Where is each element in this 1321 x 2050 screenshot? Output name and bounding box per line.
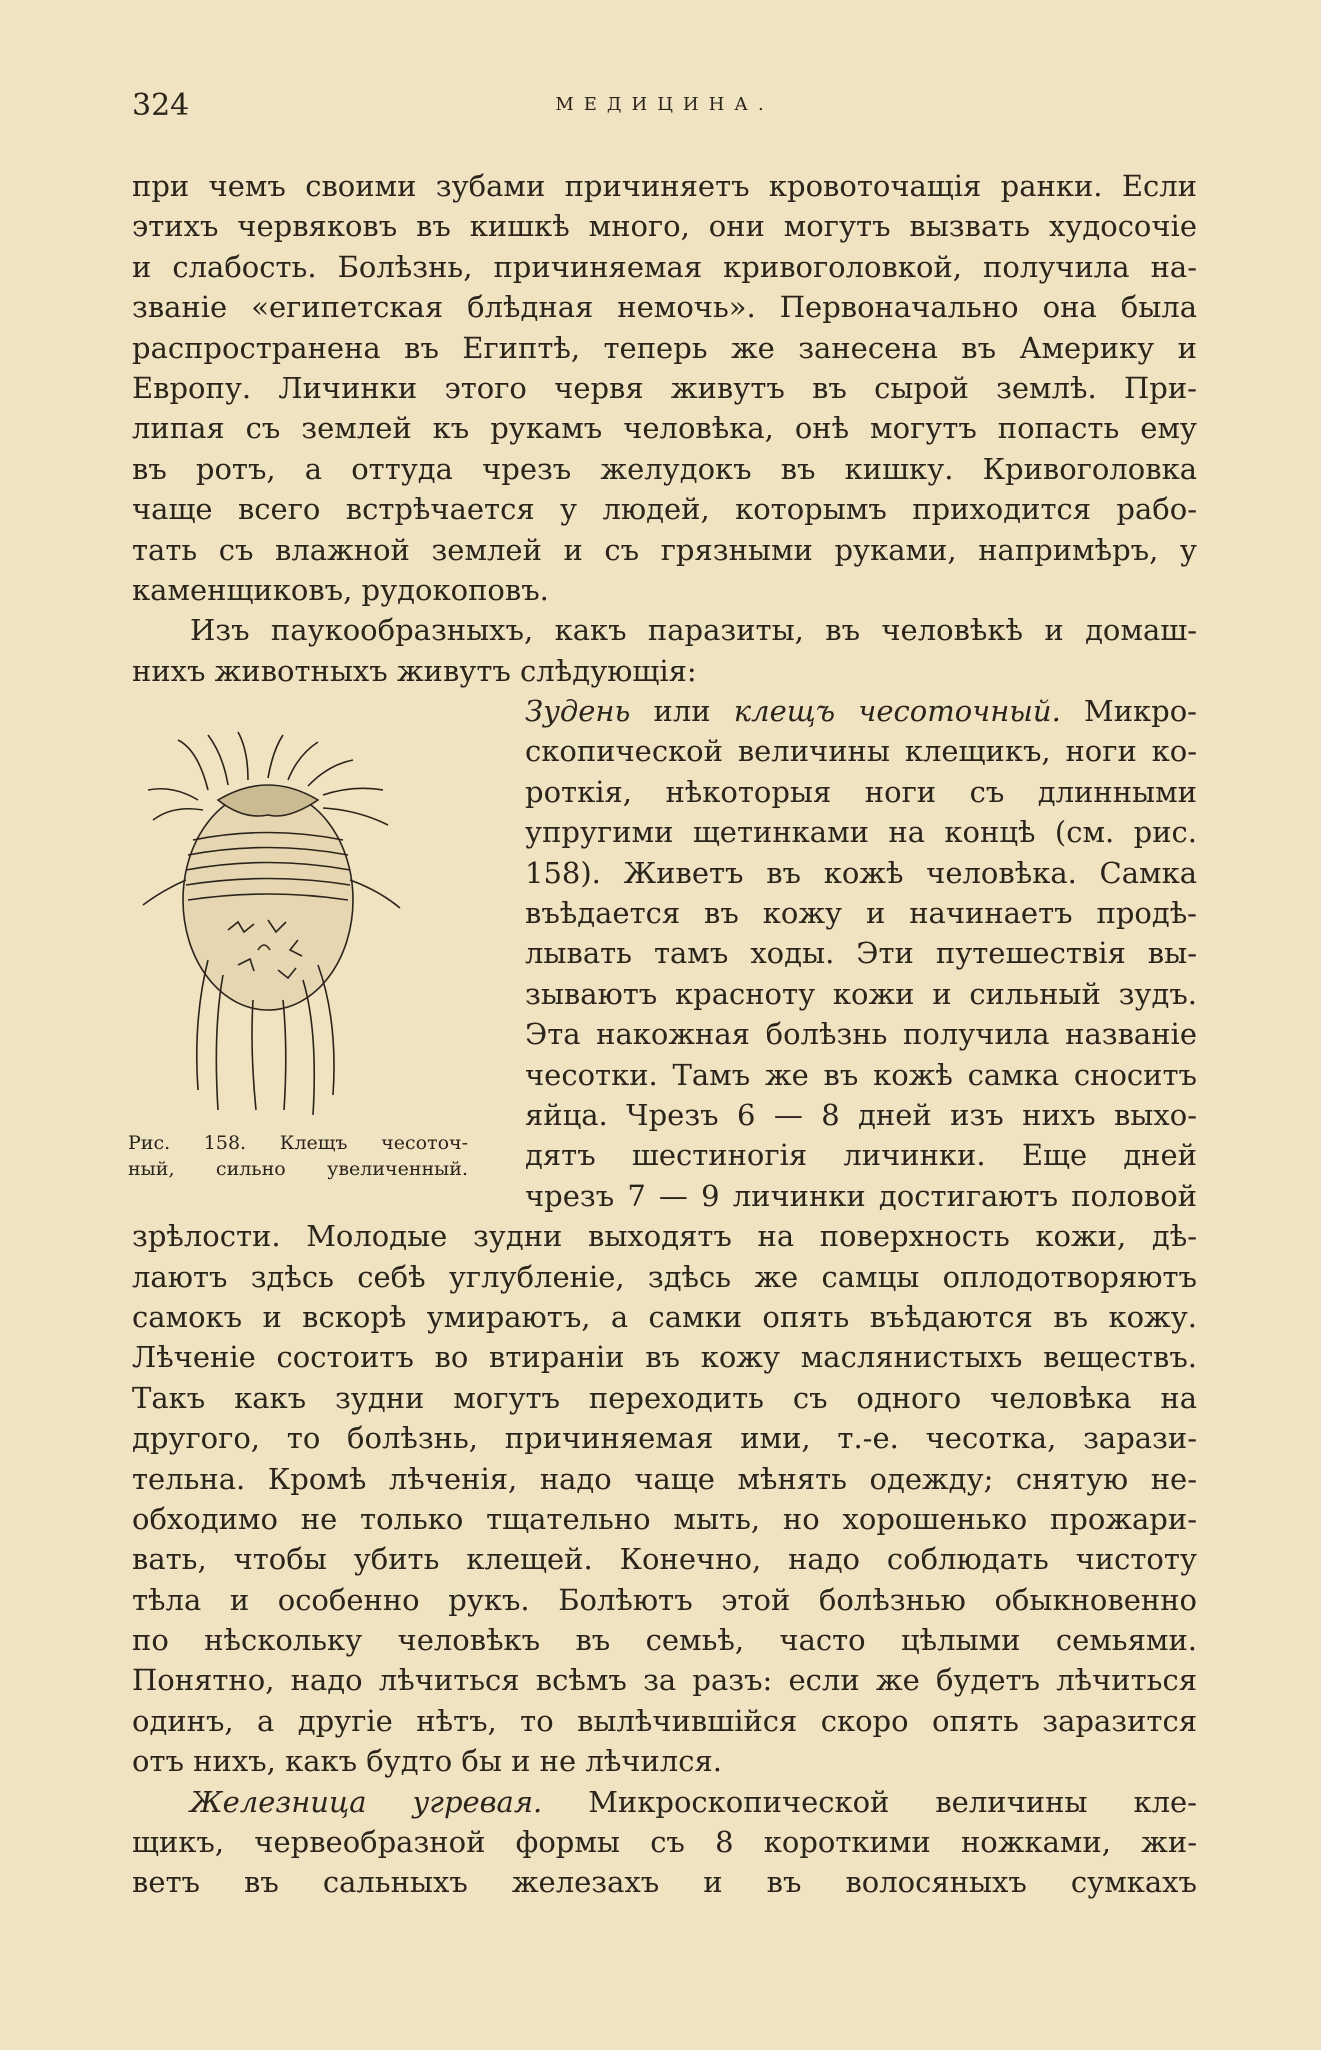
text-line: этихъ червяковъ въ кишкѣ много, они могутъ вызвать худосочіе	[132, 209, 1197, 244]
caption-line: ный, сильно увеличенный.	[128, 1158, 468, 1180]
text-line: Изъ паукообразныхъ, какъ паразиты, въ человѣкѣ и домаш-	[190, 613, 1197, 648]
text-line: званіе «египетская блѣдная немочь». Первоначально она была	[132, 290, 1197, 325]
mite-illustration	[138, 730, 458, 1120]
text-fragment: Микро-	[1060, 694, 1197, 729]
caption-line: Рис. 158. Клещъ чесоточ-	[128, 1132, 468, 1154]
text-line: каменщиковъ, рудокоповъ.	[132, 572, 549, 607]
text-line: тать съ влажной землей и съ грязными руками, напримѣръ, у	[132, 532, 1197, 567]
text-line: Понятно, надо лѣчиться всѣмъ за разъ: если же будетъ лѣчиться	[132, 1663, 1197, 1698]
text-line	[132, 1782, 1197, 1822]
term-italic: клещъ чесоточный.	[733, 694, 1061, 729]
text-line: вать, чтобы убить клещей. Конечно, надо соблюдать чистоту	[132, 1542, 1197, 1577]
text-line: лывать тамъ ходы. Эти путешествія вы-	[525, 936, 1197, 971]
text-line: одинъ, а другіе нѣтъ, то вылѣчившійся скоро опять заразится	[132, 1703, 1197, 1738]
paragraph-1	[132, 166, 1197, 610]
text-line: обходимо не только тщательно мыть, но хорошенько прожари-	[132, 1501, 1197, 1536]
text-line: щикъ, червеобразной формы съ 8 короткими ножками, жи-	[132, 1825, 1197, 1860]
text-line: чрезъ 7 — 9 личинки достигаютъ половой	[525, 1178, 1197, 1213]
text-line: отъ нихъ, какъ будто бы и не лѣчился.	[132, 1744, 722, 1779]
page-number: 324	[132, 88, 190, 123]
text-line: Европу. Личинки этого червя живутъ въ сырой землѣ. При-	[132, 370, 1197, 405]
text-line: по нѣскольку человѣкъ въ семьѣ, часто цѣлыми семьями.	[132, 1623, 1197, 1658]
text-line: 158). Живетъ въ кожѣ человѣка. Самка	[525, 855, 1197, 890]
text-line	[525, 691, 1197, 731]
text-line: Такъ какъ зудни могутъ переходить съ одного человѣка на	[132, 1380, 1197, 1415]
text-line: зрѣлости. Молодые зудни выходятъ на поверхность кожи, дѣ-	[132, 1219, 1197, 1254]
text-line: упругими щетинками на концѣ (см. рис.	[525, 815, 1197, 850]
text-line: при чемъ своими зубами причиняетъ кровоточащія ранки. Если	[132, 169, 1197, 203]
term-italic: Зудень	[525, 694, 631, 729]
paragraph-2	[132, 610, 1197, 691]
running-title: МЕДИЦИНА.	[555, 94, 774, 115]
text-line: зываютъ красноту кожи и сильный зудъ.	[525, 976, 1197, 1011]
text-line: нихъ животныхъ живутъ слѣдующія:	[132, 653, 697, 688]
text-line: и слабость. Болѣзнь, причиняемая кривоголовкой, получила на-	[132, 249, 1197, 284]
term-italic: Железница угревая.	[190, 1784, 543, 1819]
text-line: въ ротъ, а оттуда чрезъ желудокъ въ кишку. Кривоголовка	[132, 451, 1197, 486]
text-line: липая съ землей къ рукамъ человѣка, онѣ могутъ попасть ему	[132, 411, 1197, 446]
text-line: другого, то болѣзнь, причиняемая ими, т.-е. чесотка, зарази-	[132, 1421, 1197, 1456]
text-fragment: Микроскопической величины кле-	[542, 1784, 1197, 1819]
figure-158	[128, 730, 468, 1190]
text-line: тельна. Кромѣ лѣченія, надо чаще мѣнять одежду; снятую не-	[132, 1461, 1197, 1496]
text-line: дятъ шестиногія личинки. Еще дней	[525, 1138, 1197, 1173]
page-header	[132, 88, 1197, 138]
text-line: чаще всего встрѣчается у людей, которымъ приходится рабо-	[132, 492, 1197, 527]
text-line: роткія, нѣкоторыя ноги съ длинными	[525, 774, 1197, 809]
text-line: чесотки. Тамъ же въ кожѣ самка сноситъ	[525, 1057, 1197, 1092]
text-line: лаютъ здѣсь себѣ углубленіе, здѣсь же самцы оплодотворяютъ	[132, 1259, 1197, 1294]
text-line: распространена въ Египтѣ, теперь же занесена въ Америку и	[132, 330, 1197, 365]
text-line: въѣдается въ кожу и начинаетъ продѣ-	[525, 896, 1197, 931]
section-demodex	[132, 1782, 1197, 1903]
text-line: скопической величины клещикъ, ноги ко-	[525, 734, 1197, 769]
figure-caption	[128, 1130, 468, 1182]
text-line: тѣла и особенно рукъ. Болѣютъ этой болѣзнью обыкновенно	[132, 1582, 1197, 1617]
text-line: Лѣченіе состоитъ во втираніи въ кожу маслянистыхъ веществъ.	[132, 1340, 1197, 1375]
text-line: ветъ въ сальныхъ железахъ и въ волосяныхъ сумкахъ	[132, 1865, 1197, 1900]
text-line: Эта накожная болѣзнь получила названіе	[525, 1017, 1197, 1052]
text-fragment: или	[630, 694, 734, 729]
text-line: яйца. Чрезъ 6 — 8 дней изъ нихъ выхо-	[525, 1097, 1197, 1132]
text-line: самокъ и вскорѣ умираютъ, а самки опять въѣдаются въ кожу.	[132, 1299, 1197, 1334]
